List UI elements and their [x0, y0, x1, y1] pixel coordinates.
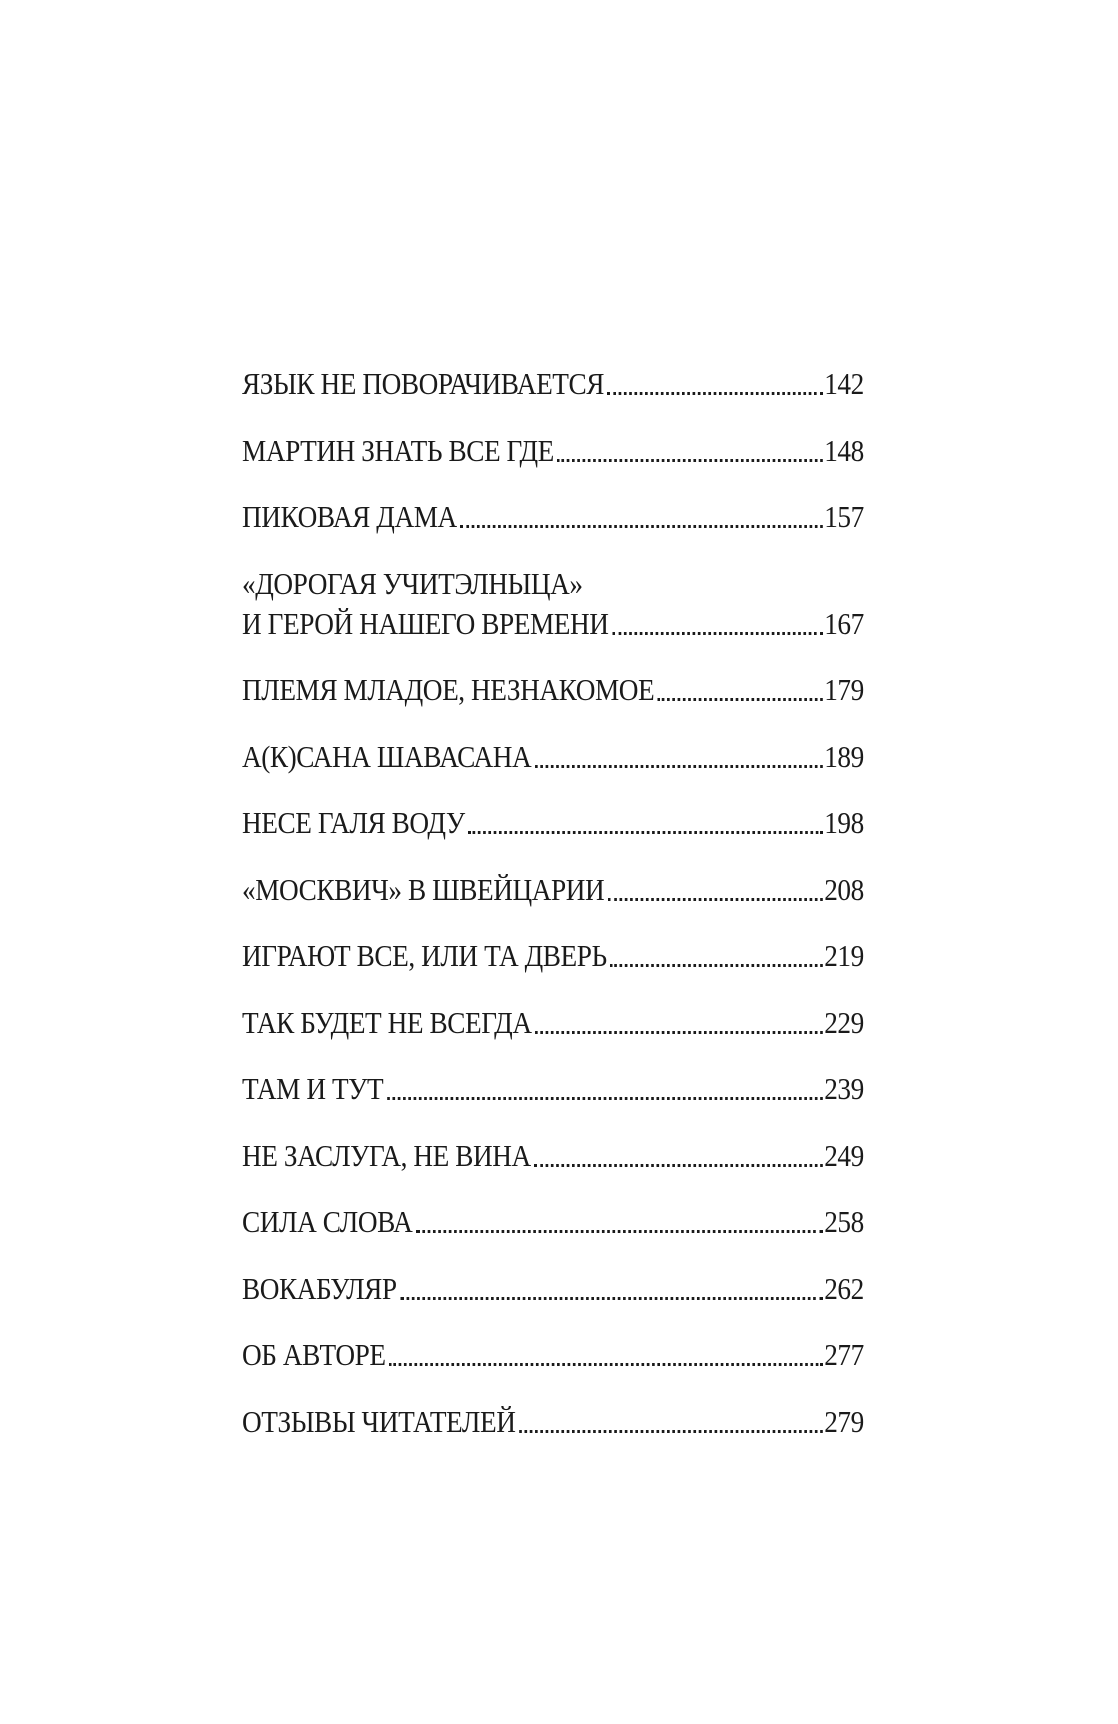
dot-leader — [658, 697, 823, 701]
toc-entry-title — [242, 670, 654, 710]
toc-entry-title-line: ПИКОВАЯ ДАМА — [242, 499, 457, 534]
toc-entry-title-line: ЯЗЫК НЕ ПОВОРАЧИВАЕТСЯ — [242, 366, 605, 401]
toc-entry-page-number: 157 — [824, 499, 864, 534]
toc-entry-page-number: 142 — [824, 366, 864, 401]
toc-entry — [242, 1269, 864, 1309]
dot-leader — [460, 524, 822, 528]
toc-entry-title-line: МАРТИН ЗНАТЬ ВСЕ ГДЕ — [242, 432, 554, 468]
dot-leader — [557, 458, 822, 462]
toc-entry — [242, 564, 864, 644]
toc-entry-title — [242, 1136, 531, 1176]
toc-entry — [242, 936, 864, 976]
toc-entry — [242, 1335, 864, 1375]
toc-entry-page-number: 148 — [824, 432, 864, 468]
toc-entry — [242, 870, 864, 910]
dot-leader — [389, 1362, 822, 1366]
toc-entry — [242, 1202, 864, 1242]
toc-entry-title — [242, 936, 607, 976]
toc-entry-title — [242, 1003, 532, 1043]
dot-leader — [400, 1296, 822, 1300]
toc-entry-title — [242, 1335, 386, 1375]
toc-entry-title-line: ОБ АВТОРЕ — [242, 1337, 386, 1372]
dot-leader — [519, 1429, 822, 1433]
toc-entry — [242, 737, 864, 777]
toc-entry-title — [242, 803, 465, 843]
toc-entry-title-line: НЕСЕ ГАЛЯ ВОДУ — [242, 805, 465, 840]
toc-entry-title-line: ИГРАЮТ ВСЕ, ИЛИ ТА ДВЕРЬ — [242, 938, 607, 973]
toc-entry-title-line: ПЛЕМЯ МЛАДОЕ, НЕЗНАКОМОЕ — [242, 672, 655, 707]
toc-entry-page-number: 258 — [824, 1204, 864, 1239]
toc-entry-page-number: 219 — [824, 938, 864, 973]
toc-entry-page-number: 239 — [824, 1071, 864, 1106]
toc-entry — [242, 1136, 864, 1176]
toc-entry-page-number: 229 — [824, 1004, 864, 1040]
toc-entry — [242, 497, 864, 537]
dot-leader — [416, 1229, 822, 1233]
toc-entry — [242, 364, 864, 404]
toc-entry-page-number: 249 — [824, 1137, 864, 1173]
toc-entry — [242, 670, 864, 710]
toc-entry-title — [242, 870, 604, 910]
toc-entry-title-line: А(К)САНА ШАВАСАНА — [242, 738, 532, 774]
toc-entry-page-number: 189 — [824, 738, 864, 774]
toc-entry-page-number: 179 — [824, 672, 864, 707]
toc-entry — [242, 803, 864, 843]
toc-entry-title-line: «ДОРОГАЯ УЧИТЭЛНЫЦА» — [242, 565, 583, 601]
toc-entry-title — [242, 1069, 383, 1109]
toc-entry-page-number: 208 — [824, 871, 864, 907]
toc-entry-title-line: ОТЗЫВЫ ЧИТАТЕЛЕЙ — [242, 1403, 516, 1439]
toc-entry-page-number: 277 — [824, 1337, 864, 1372]
toc-entry-title — [242, 497, 457, 537]
dot-leader — [612, 631, 822, 635]
dot-leader — [468, 830, 822, 834]
toc-entry — [242, 431, 864, 471]
dot-leader — [535, 1030, 822, 1034]
toc-entry-title — [242, 1202, 412, 1242]
dot-leader — [387, 1096, 823, 1100]
toc-entry-page-number: 262 — [824, 1270, 864, 1306]
toc-entry-title-line: ТАМ И ТУТ — [242, 1071, 384, 1106]
toc-entry — [242, 1003, 864, 1043]
toc-entry-title-line: «МОСКВИЧ» В ШВЕЙЦАРИИ — [242, 871, 605, 907]
toc-entry-title — [242, 1402, 515, 1442]
toc-entry-title-line: СИЛА СЛОВА — [242, 1204, 413, 1239]
toc-entry-page-number: 198 — [824, 805, 864, 840]
dot-leader — [535, 764, 823, 768]
toc-entry-page-number: 167 — [824, 605, 864, 641]
toc-entry-title — [242, 364, 604, 404]
toc-entry-title-line: И ГЕРОЙ НАШЕГО ВРЕМЕНИ — [242, 605, 609, 641]
toc-entry-title — [242, 737, 531, 777]
toc-entry-title — [242, 1269, 397, 1309]
toc-entry-page-number: 279 — [824, 1403, 864, 1439]
table-of-contents — [242, 364, 864, 1468]
dot-leader — [608, 391, 823, 395]
dot-leader — [608, 897, 823, 901]
dot-leader — [610, 963, 822, 967]
toc-entry-title-line: ТАК БУДЕТ НЕ ВСЕГДА — [242, 1004, 532, 1040]
toc-entry-title — [242, 564, 609, 644]
toc-entry — [242, 1402, 864, 1442]
toc-entry — [242, 1069, 864, 1109]
toc-entry-title-line: НЕ ЗАСЛУГА, НЕ ВИНА — [242, 1137, 531, 1173]
toc-entry-title — [242, 431, 554, 471]
toc-entry-title-line: ВОКАБУЛЯР — [242, 1270, 397, 1306]
dot-leader — [534, 1163, 822, 1167]
